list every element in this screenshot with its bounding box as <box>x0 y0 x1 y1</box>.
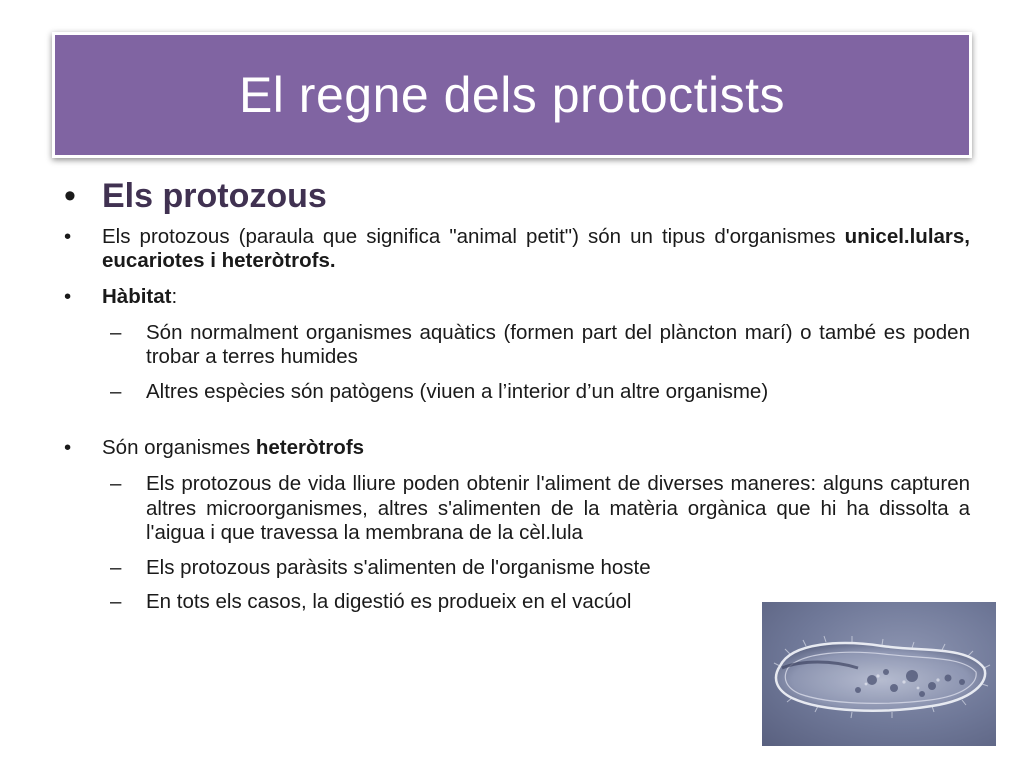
definition-item <box>58 225 970 274</box>
heterotroph-subitem <box>58 556 806 581</box>
bullet-icon: • <box>64 436 72 460</box>
bullet-icon: • <box>64 177 76 215</box>
dash-icon: – <box>110 555 122 579</box>
slide-title: El regne dels protoctists <box>238 67 786 123</box>
heterotroph-subitem <box>58 472 970 546</box>
habitat-colon: : <box>171 284 178 308</box>
section-heading <box>58 176 970 217</box>
heading-text: Els protozous <box>102 177 327 215</box>
slide-content <box>58 176 970 625</box>
heterotroph-item <box>58 436 970 461</box>
dash-icon: – <box>110 379 122 403</box>
heterotroph-subitem-text: En tots els casos, la digestió es produeix en el vacúol <box>146 590 632 614</box>
definition-text: Els protozous (paraula que significa "animal petit") són un tipus d'organismes <box>102 224 845 248</box>
title-bar <box>52 32 972 158</box>
heterotroph-bold-text: heteròtrofs <box>255 436 365 460</box>
heterotroph-subitem-text: Els protozous de vida lliure poden obtenir l'aliment de diverses maneres: alguns capturen altres microorganismes, altres s'alimenten de la matèria orgànica que hi ha dissolta a l'aigua i que travessa la membrana de la cèl.lula <box>146 471 970 545</box>
habitat-subitem <box>58 380 970 405</box>
habitat-subitem-text: Són normalment organismes aquàtics (formen part del plàncton marí) o també es poden trobar a terres humides <box>146 320 970 369</box>
protozoan-micrograph <box>762 602 996 746</box>
bullet-icon: • <box>64 224 72 248</box>
habitat-subitem <box>58 321 970 370</box>
habitat-subitem-text: Altres espècies són patògens (viuen a l’interior d’un altre organisme) <box>146 379 769 403</box>
habitat-item <box>58 285 970 310</box>
definition-bold-text: unicel.lulars, eucariotes i heteròtrofs. <box>102 224 970 273</box>
protozoan-illustration <box>762 602 996 746</box>
dash-icon: – <box>110 590 122 614</box>
habitat-label: Hàbitat <box>102 284 172 308</box>
heterotroph-subitem <box>58 590 806 615</box>
bullet-icon: • <box>64 284 72 308</box>
dash-icon: – <box>110 471 122 495</box>
heterotroph-subitem-text: Els protozous paràsits s'alimenten de l'organisme hoste <box>146 555 651 579</box>
heterotroph-text: Són organismes <box>102 436 256 460</box>
spacer <box>58 414 970 436</box>
dash-icon: – <box>110 320 122 344</box>
